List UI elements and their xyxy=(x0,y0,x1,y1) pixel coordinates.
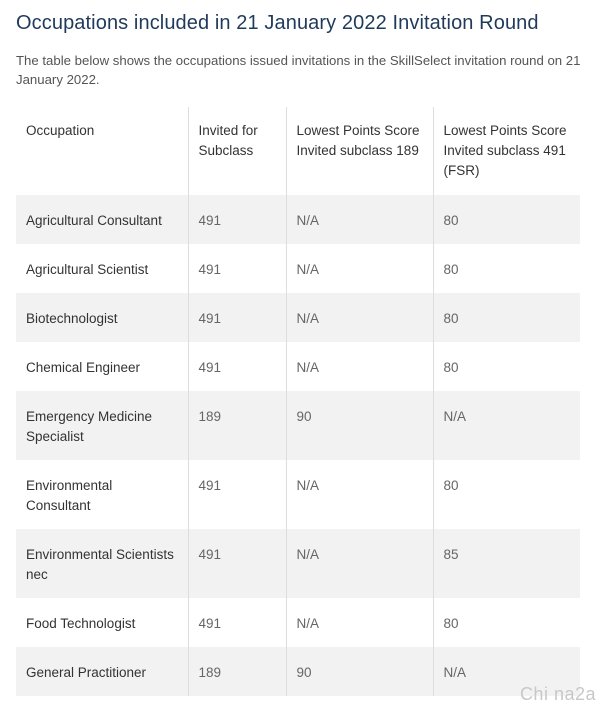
cell-occupation: Agricultural Consultant xyxy=(16,195,188,244)
cell-points-189: N/A xyxy=(286,460,433,529)
cell-points-491: 80 xyxy=(433,195,580,244)
table-row xyxy=(16,244,580,293)
table-row xyxy=(16,460,580,529)
cell-occupation: Food Technologist xyxy=(26,616,136,631)
cell-occupation: Environmental Scientists nec xyxy=(16,529,188,598)
cell-points-189: N/A xyxy=(286,342,433,391)
cell-points-491: N/A xyxy=(433,391,580,460)
table-row xyxy=(16,529,580,598)
cell-subclass: 491 xyxy=(188,342,286,391)
cell-points-189: 90 xyxy=(286,391,433,460)
table-row xyxy=(16,293,580,342)
cell-points-491: N/A xyxy=(433,647,580,696)
table-row xyxy=(16,391,580,460)
cell-subclass: 491 xyxy=(188,598,286,647)
invitation-table xyxy=(16,107,580,696)
header-lowest-points-189: Lowest Points Score Invited subclass 189 xyxy=(286,107,433,195)
header-lowest-points-491: Lowest Points Score Invited subclass 491 (FSR) xyxy=(433,107,580,195)
cell-points-491: 80 xyxy=(433,293,580,342)
cell-points-189: N/A xyxy=(286,293,433,342)
corner-watermark-text: Chi na2a xyxy=(519,684,596,704)
cell-subclass: 189 xyxy=(188,647,286,696)
cell-subclass: 491 xyxy=(188,195,286,244)
cell-occupation: Chemical Engineer xyxy=(26,360,141,375)
cell-occupation: Agricultural Scientist xyxy=(26,262,149,277)
intro-text: The table below shows the occupations issued invitations in the SkillSelect invitation round on 21 January 2022. xyxy=(16,53,581,87)
cell-points-189: N/A xyxy=(286,244,433,293)
cell-occupation: General Practitioner xyxy=(16,647,188,696)
cell-points-491: 85 xyxy=(433,529,580,598)
cell-points-491: 80 xyxy=(433,244,580,293)
page-title: Occupations included in 21 January 2022 Invitation Round xyxy=(16,12,539,34)
header-occupation: Occupation xyxy=(26,123,95,138)
cell-points-189: N/A xyxy=(286,195,433,244)
cell-points-491: 80 xyxy=(433,460,580,529)
cell-occupation: Biotechnologist xyxy=(16,293,188,342)
cell-subclass: 491 xyxy=(188,460,286,529)
cell-points-189: N/A xyxy=(286,529,433,598)
table-row xyxy=(16,647,580,696)
cell-points-189: N/A xyxy=(286,598,433,647)
cell-occupation: Emergency Medicine Specialist xyxy=(16,391,188,460)
cell-subclass: 491 xyxy=(188,293,286,342)
table-row xyxy=(16,195,580,244)
table-row xyxy=(16,598,580,647)
table-row xyxy=(16,342,580,391)
cell-subclass: 491 xyxy=(188,529,286,598)
cell-occupation: Environmental Consultant xyxy=(26,478,113,513)
cell-points-491: 80 xyxy=(433,342,580,391)
cell-points-189: 90 xyxy=(286,647,433,696)
cell-subclass: 189 xyxy=(188,391,286,460)
header-invited-subclass: Invited for Subclass xyxy=(188,107,286,195)
cell-subclass: 491 xyxy=(188,244,286,293)
cell-points-491: 80 xyxy=(433,598,580,647)
table-header-row xyxy=(16,107,580,195)
